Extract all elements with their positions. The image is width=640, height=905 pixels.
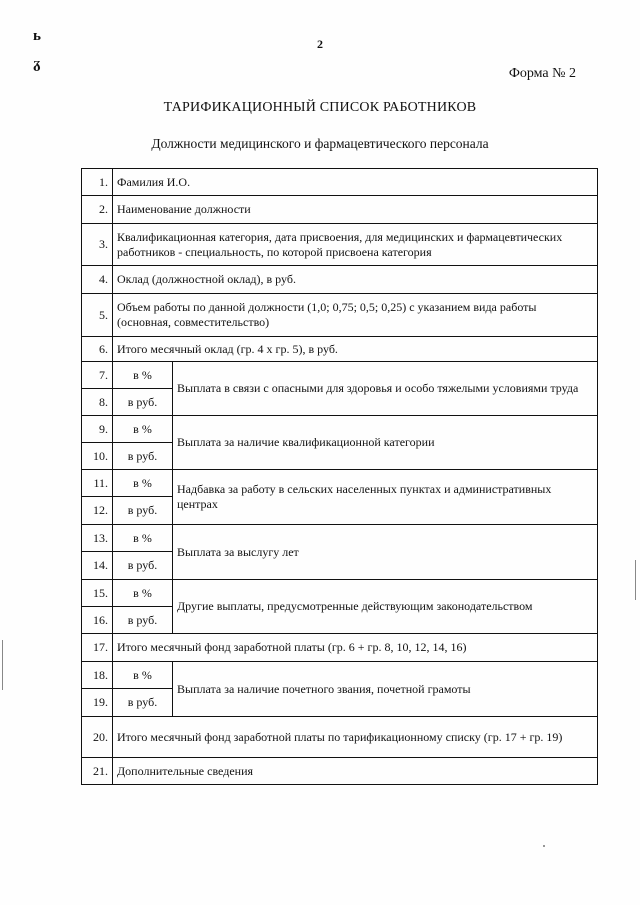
unit-cell: в руб.	[113, 552, 173, 580]
table-row	[82, 362, 598, 389]
scan-speck	[543, 845, 545, 847]
table-row	[82, 266, 598, 294]
row-label: Дополнительные сведения	[113, 758, 598, 785]
unit-cell: в %	[113, 662, 173, 689]
row-number: 7.	[82, 362, 113, 389]
unit-cell: в руб.	[113, 389, 173, 416]
table-row	[82, 717, 598, 758]
document-subtitle: Должности медицинского и фармацевтического персонала	[151, 136, 489, 151]
row-label: Выплата в связи с опасными для здоровья и особо тяжелыми условиями труда	[173, 362, 598, 416]
table-row	[82, 416, 598, 443]
unit-cell: в %	[113, 362, 173, 389]
row-number: 9.	[82, 416, 113, 443]
table-row	[82, 470, 598, 497]
tariff-table	[81, 168, 598, 785]
row-number: 16.	[82, 607, 113, 634]
table-row	[82, 224, 598, 266]
unit-cell: в руб.	[113, 443, 173, 470]
table-row	[82, 758, 598, 785]
form-label: Форма № 2	[508, 66, 576, 81]
row-number: 8.	[82, 389, 113, 416]
unit-cell: в %	[113, 580, 173, 607]
row-label: Другие выплаты, предусмотренные действующим законодательством	[173, 580, 598, 634]
row-number: 1.	[82, 169, 113, 196]
row-number: 18.	[82, 662, 113, 689]
row-label: Оклад (должностной оклад), в руб.	[113, 266, 598, 294]
table-row	[82, 634, 598, 662]
document-title: ТАРИФИКАЦИОННЫЙ СПИСОК РАБОТНИКОВ	[163, 100, 477, 115]
row-label: Фамилия И.О.	[113, 169, 598, 196]
page-number: 2	[317, 37, 323, 51]
scan-edge-mark	[2, 640, 3, 690]
unit-cell: в %	[113, 525, 173, 552]
table-row	[82, 337, 598, 362]
unit-cell: в руб.	[113, 607, 173, 634]
row-number: 15.	[82, 580, 113, 607]
row-number: 10.	[82, 443, 113, 470]
row-number: 2.	[82, 196, 113, 224]
margin-mark-1: ь	[33, 28, 41, 44]
row-label: Наименование должности	[113, 196, 598, 224]
row-label: Квалификационная категория, дата присвоения, для медицинских и фармацевтических работников - специальность, по которой присвоена категория	[113, 224, 598, 266]
row-number: 6.	[82, 337, 113, 362]
row-number: 20.	[82, 717, 113, 758]
table-row	[82, 580, 598, 607]
row-number: 4.	[82, 266, 113, 294]
unit-cell: в руб.	[113, 689, 173, 717]
row-label: Выплата за выслугу лет	[173, 525, 598, 580]
row-label: Итого месячный фонд заработной платы (гр. 6 + гр. 8, 10, 12, 14, 16)	[113, 634, 598, 662]
row-label: Выплата за наличие квалификационной категории	[173, 416, 598, 470]
row-label: Выплата за наличие почетного звания, почетной грамоты	[173, 662, 598, 717]
unit-cell: в %	[113, 470, 173, 497]
row-number: 3.	[82, 224, 113, 266]
row-number: 5.	[82, 294, 113, 337]
row-label: Итого месячный фонд заработной платы по тарификационному списку (гр. 17 + гр. 19)	[113, 717, 598, 758]
table-row	[82, 196, 598, 224]
margin-mark-2: ᵹ	[33, 56, 41, 72]
row-number: 11.	[82, 470, 113, 497]
row-number: 14.	[82, 552, 113, 580]
unit-cell: в руб.	[113, 497, 173, 525]
row-number: 19.	[82, 689, 113, 717]
table-row	[82, 169, 598, 196]
unit-cell: в %	[113, 416, 173, 443]
table-row	[82, 662, 598, 689]
row-number: 17.	[82, 634, 113, 662]
row-label: Надбавка за работу в сельских населенных пунктах и административных центрах	[173, 470, 598, 525]
row-label: Объем работы по данной должности (1,0; 0,75; 0,5; 0,25) с указанием вида работы (основная, совместительство)	[113, 294, 598, 337]
table-row	[82, 294, 598, 337]
scan-edge-mark	[635, 560, 636, 600]
row-label: Итого месячный оклад (гр. 4 х гр. 5), в руб.	[113, 337, 598, 362]
table-row	[82, 525, 598, 552]
row-number: 13.	[82, 525, 113, 552]
row-number: 12.	[82, 497, 113, 525]
row-number: 21.	[82, 758, 113, 785]
